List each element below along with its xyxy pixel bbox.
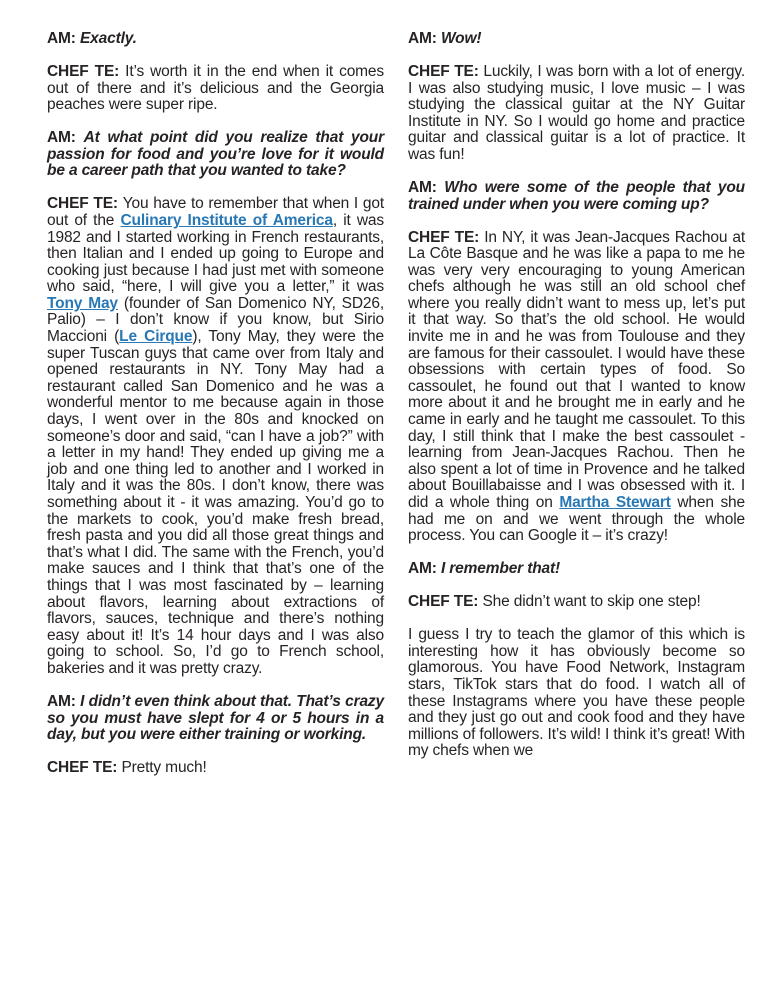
speaker-label: CHEF TE: bbox=[408, 228, 485, 246]
interview-paragraph bbox=[408, 594, 745, 611]
speaker-label: AM: bbox=[47, 30, 80, 47]
answer-text: Pretty much! bbox=[121, 759, 207, 777]
answer-text: She didn’t want to skip one step! bbox=[482, 593, 701, 611]
answer-text: In NY, it was Jean-Jacques Rachou at La Côte Basque and he was like a papa to me he was very very encouraging to young American chefs although he was still an old school chef where you really didn’t want to mess up, let’s put it that way. So that’s the old school. He would invite me in and he was from Toulouse and they are famous for their cassoulet. I would have these obsessions with certain types of food. So cassoulet, he found out that I wanted to know more about it and he brought me in early and he came in early and he taught me cassoulet. To this day, I still think that I make the best cassoulet - learning from Jean-Jacques Rachou. Then he also spent a lot of time in Provence and he talked about Bouillabaisse and I was obsessed with it. I did a whole thing on bbox=[408, 228, 745, 512]
question-text: At what point did you realize that your passion for food and you’re love for it would be a career path that you wanted to take? bbox=[47, 129, 384, 180]
interview-paragraph bbox=[47, 760, 384, 777]
answer-text: It’s worth it in the end when it comes out of there and it’s delicious and the Georgia peaches were super ripe. bbox=[47, 62, 384, 114]
text-column-right bbox=[408, 31, 745, 978]
question-text: Wow! bbox=[440, 30, 482, 47]
answer-text: You have to remember that when I got out of the bbox=[47, 195, 384, 229]
speaker-label: AM: bbox=[408, 560, 441, 578]
interview-paragraph bbox=[408, 64, 745, 164]
speaker-label: AM: bbox=[47, 129, 84, 147]
question-text: Who were some of the people that you trained under when you were coming up? bbox=[408, 178, 745, 213]
interview-paragraph bbox=[47, 196, 384, 677]
answer-text: Luckily, I was born with a lot of energy. I was also studying music, I love music – I was studying the classical guitar at the NY Guitar Institute in NY. So I would go home and practice guitar and classical guitar is a lot of practice. It was fun! bbox=[408, 62, 745, 163]
answer-text: I guess I try to teach the glamor of this which is interesting how it has obviously become so glamorous. You have Food Network, Instagram stars, TikTok stars that do food. I watch all of these Instagrams where you have these people and they just go out and cook food and they have millions of followers. It’s wild! I think it’s great! With my chefs when we bbox=[408, 626, 746, 760]
answer-text: when she had me on and we went through the whole process. You can Google it – it’s crazy! bbox=[408, 494, 745, 545]
inline-link[interactable]: Tony May bbox=[47, 294, 118, 312]
speaker-label: CHEF TE: bbox=[408, 593, 483, 611]
question-text: Exactly. bbox=[79, 30, 137, 47]
interview-paragraph bbox=[408, 230, 745, 545]
answer-text: (founder of San Domenico NY, SD26, Palio) – I don’t know if you know, but Sirio Maccioni ( bbox=[47, 294, 384, 346]
answer-text: , it was 1982 and I started working in French restaurants, then Italian and I ended up going to Europe and cooking just because I had just met with someone who said, “here, I will give you a letter,” it was bbox=[47, 211, 385, 296]
interview-paragraph bbox=[47, 694, 384, 744]
speaker-label: CHEF TE: bbox=[47, 759, 122, 777]
text-column-left bbox=[47, 31, 384, 978]
interview-paragraph bbox=[408, 31, 745, 48]
interview-paragraph bbox=[47, 31, 384, 48]
inline-link[interactable]: Culinary Institute of America bbox=[120, 211, 333, 229]
answer-text: ), Tony May, they were the super Tuscan guys that came over from Italy and opened restaurants in NY. Tony May had a restaurant called San Domenico and he was a wonderful mentor to me because again in those days, I went over in the 80s and knocked on someone’s door and said, “can I have a job?” with a letter in my hand! They ended up giving me a job and one thing led to another and I worked in Italy and it was the 80s. I don’t know, there was something about it - it was amazing. You’d go to the markets to cook, you’d make fresh bread, fresh pasta and you did all those great things and that’s what I did. The same with the French, you’d make sauces and I think that that’s one of the things that I was most fascinated by – learning about flavors, learning about extractions of flavors, sauces, technique and there’s nothing easy about it! It’s 14 hour days and I was also going to school. So, I’d go to French school, bakeries and it was pretty crazy. bbox=[47, 328, 384, 677]
speaker-label: CHEF TE: bbox=[408, 62, 484, 80]
speaker-label: AM: bbox=[408, 178, 445, 196]
inline-link[interactable]: Martha Stewart bbox=[559, 494, 671, 512]
speaker-label: CHEF TE: bbox=[47, 62, 126, 80]
inline-link[interactable]: Le Cirque bbox=[119, 328, 193, 346]
interview-paragraph bbox=[47, 64, 384, 114]
interview-paragraph bbox=[408, 180, 745, 213]
question-text: I remember that! bbox=[440, 560, 561, 578]
interview-paragraph bbox=[408, 561, 745, 578]
speaker-label: AM: bbox=[408, 30, 441, 47]
interview-paragraph bbox=[47, 130, 384, 180]
question-text: I didn’t even think about that. That’s crazy so you must have slept for 4 or 5 hours in a day, but you were either training or working. bbox=[47, 692, 384, 744]
speaker-label: AM: bbox=[47, 692, 81, 710]
speaker-label: CHEF TE: bbox=[47, 195, 123, 213]
interview-paragraph bbox=[408, 627, 745, 760]
